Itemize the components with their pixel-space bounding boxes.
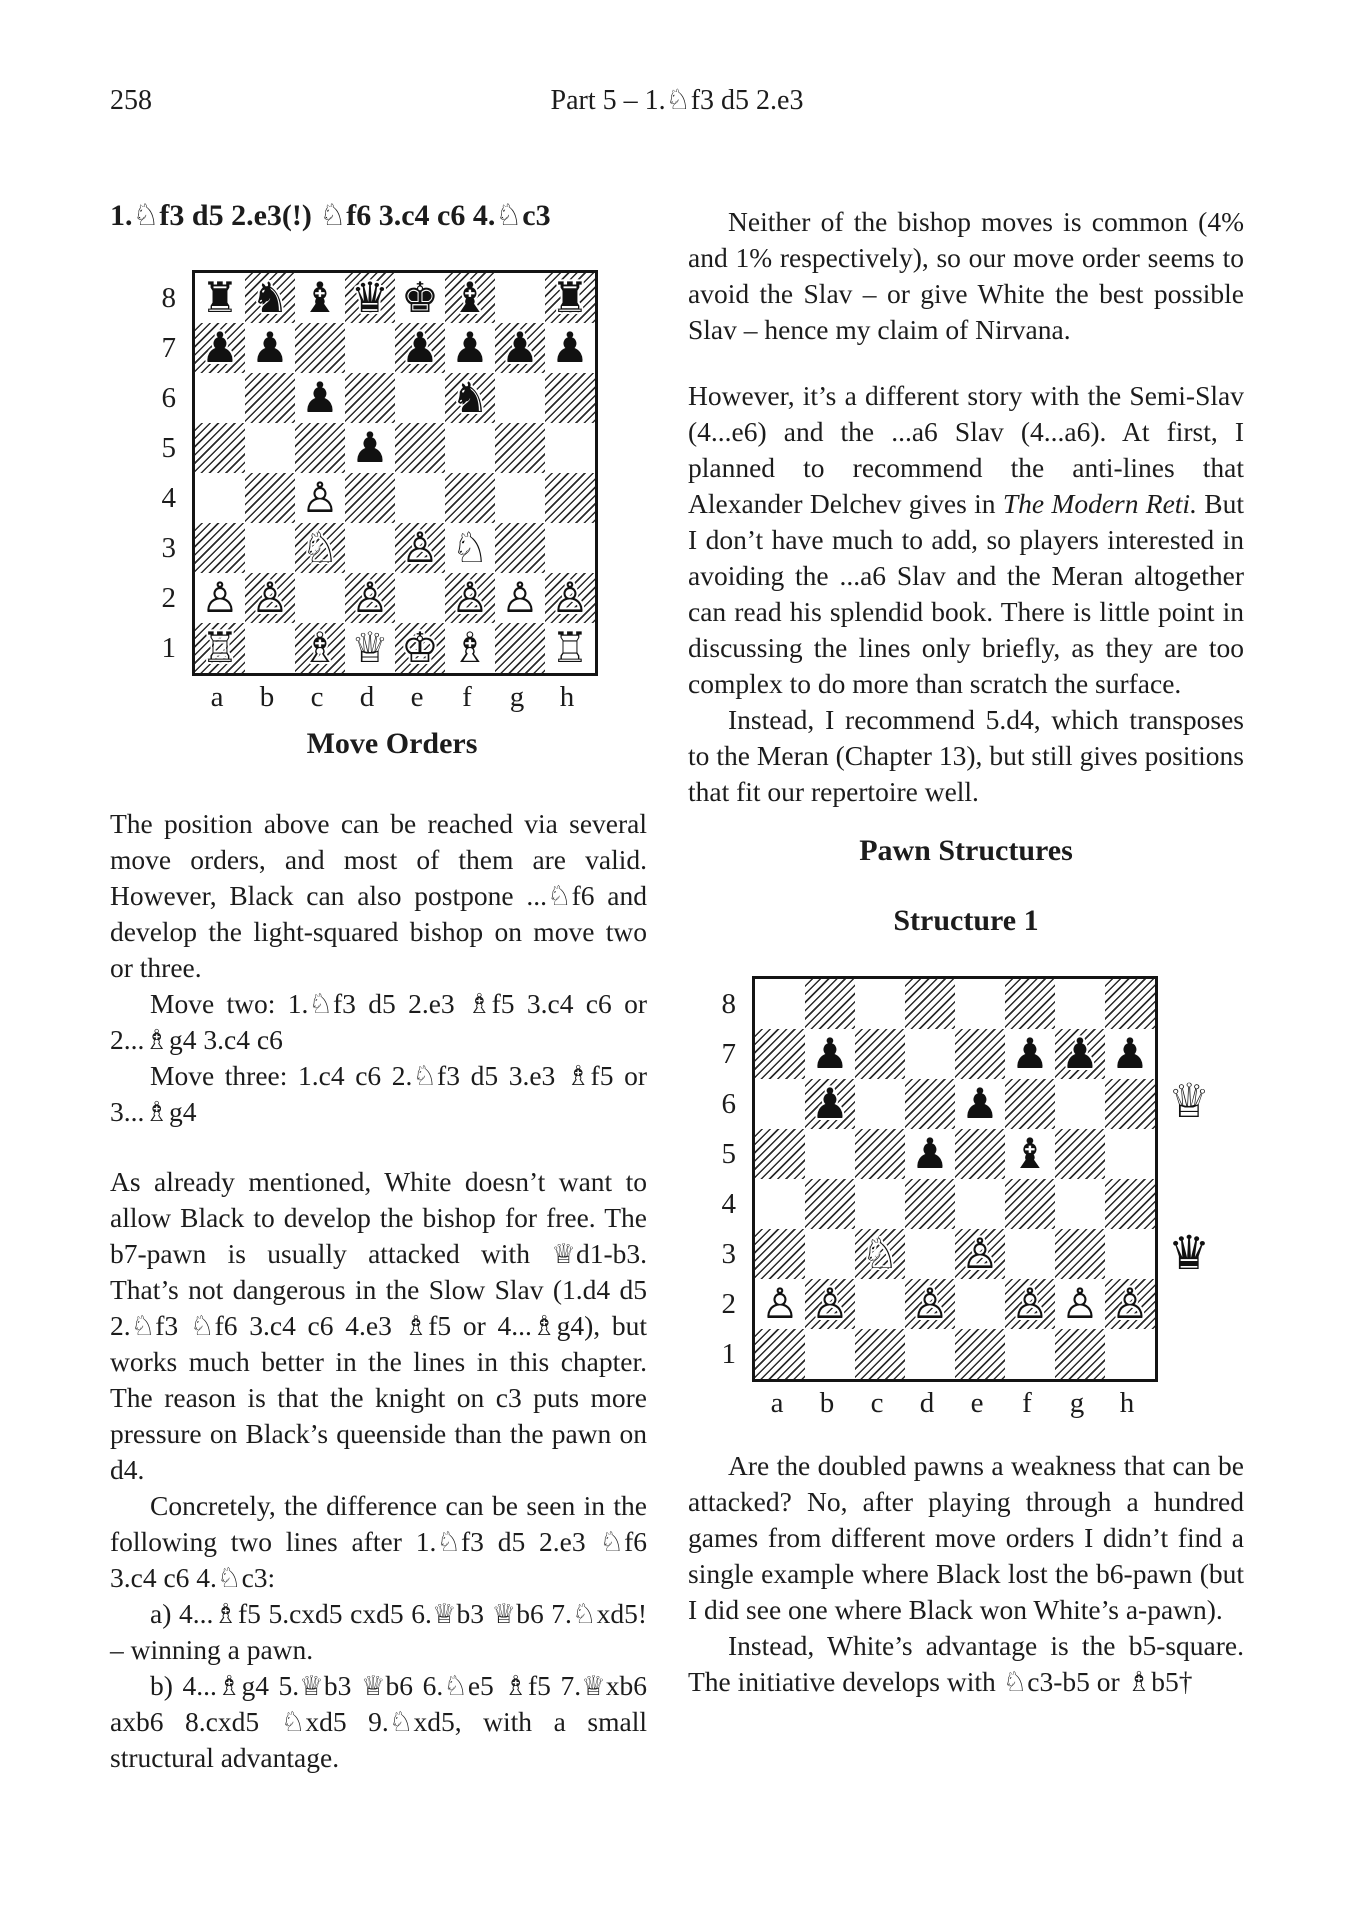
chess-piece: ♙ bbox=[351, 573, 389, 622]
chess-piece: ♙ bbox=[551, 573, 589, 622]
square-c7 bbox=[295, 323, 345, 373]
square-h3 bbox=[1105, 1229, 1155, 1279]
square-a2 bbox=[755, 1279, 805, 1329]
file-label: b bbox=[819, 1387, 835, 1419]
square-f6 bbox=[1005, 1079, 1055, 1129]
square-d6 bbox=[905, 1079, 955, 1129]
square-h5 bbox=[545, 423, 595, 473]
chess-piece: ♙ bbox=[1111, 1279, 1149, 1328]
chess-piece: ♔ bbox=[401, 623, 439, 672]
paragraph: Concretely, the difference can be seen in the following two lines after 1.♘f3 d5 2.e3 ♘f6 3.c4 c6 4.♘c3: bbox=[110, 1490, 647, 1593]
file-label: e bbox=[970, 1387, 984, 1419]
square-c2 bbox=[855, 1279, 905, 1329]
variation-heading: 1.♘f3 d5 2.e3(!) ♘f6 3.c4 c6 4.♘c3 bbox=[110, 199, 551, 232]
square-d8 bbox=[345, 273, 395, 323]
square-b3 bbox=[805, 1229, 855, 1279]
square-d1 bbox=[905, 1329, 955, 1379]
square-g5 bbox=[495, 423, 545, 473]
chess-piece: ♘ bbox=[301, 523, 339, 572]
running-header: Part 5 – 1.♘f3 d5 2.e3 bbox=[550, 85, 804, 116]
square-f8 bbox=[1005, 979, 1055, 1029]
square-f2 bbox=[445, 573, 495, 623]
chess-piece: ♙ bbox=[301, 473, 339, 522]
chess-piece: ♗ bbox=[301, 623, 339, 672]
square-g2 bbox=[1055, 1279, 1105, 1329]
rank-label: 8 bbox=[161, 282, 176, 314]
square-g7 bbox=[495, 323, 545, 373]
square-g2 bbox=[495, 573, 545, 623]
chess-piece: ♙ bbox=[811, 1279, 849, 1328]
square-e4 bbox=[395, 473, 445, 523]
chess-piece: ♟ bbox=[1061, 1029, 1099, 1078]
file-label: c bbox=[310, 681, 324, 713]
diagram-caption: Move Orders bbox=[306, 727, 478, 760]
square-d7 bbox=[345, 323, 395, 373]
square-h8 bbox=[545, 273, 595, 323]
square-d5 bbox=[905, 1129, 955, 1179]
square-d3 bbox=[345, 523, 395, 573]
paragraph: Instead, White’s advantage is the b5-square. The initiative develops with ♘c3-b5 or ♗b5† bbox=[688, 1630, 1244, 1697]
square-a5 bbox=[755, 1129, 805, 1179]
chess-piece: ♟ bbox=[201, 323, 239, 372]
chess-piece: ♙ bbox=[251, 573, 289, 622]
rank-label: 3 bbox=[721, 1238, 736, 1270]
paragraph: Neither of the bishop moves is common (4% and 1% respectively), so our move order seems to avoid the Slav – or give White the best possible Slav – hence my claim of Nirvana. bbox=[688, 206, 1244, 345]
square-e1 bbox=[395, 623, 445, 673]
square-b8 bbox=[805, 979, 855, 1029]
square-h4 bbox=[545, 473, 595, 523]
rank-label: 2 bbox=[161, 582, 176, 614]
square-e8 bbox=[955, 979, 1005, 1029]
square-b5 bbox=[245, 423, 295, 473]
paragraph: As already mentioned, White doesn’t want to allow Black to develop the bishop for free. The b7-pawn is usually attacked with ♕d1-b3. That’s not dangerous in the Slow Slav (1.d4 d5 2.♘f3 ♘f6 3.c4 c6 4.e3 ♗f5 or 4...♗g4), but works much better in the lines in this chapter. The reason is that the knight on c3 puts more pressure on Black’s queenside than the pawn on d4. bbox=[110, 1166, 647, 1485]
file-label: e bbox=[410, 681, 424, 713]
square-b1 bbox=[805, 1329, 855, 1379]
square-a7 bbox=[755, 1029, 805, 1079]
square-e6 bbox=[955, 1079, 1005, 1129]
page-number: 258 bbox=[110, 85, 152, 116]
chess-piece: ♙ bbox=[1061, 1279, 1099, 1328]
paragraph-text: However, it’s a different story with the Semi-Slav (4...e6) and the ...a6 Slav (4...a6). At first, I planned to recommend the anti-lines that Alexander Delchev gives in bbox=[688, 380, 1244, 519]
square-c7 bbox=[855, 1029, 905, 1079]
chess-piece: ♟ bbox=[401, 323, 439, 372]
chess-piece: ♚ bbox=[401, 273, 439, 322]
square-f8 bbox=[445, 273, 495, 323]
square-e5 bbox=[395, 423, 445, 473]
rank-label: 3 bbox=[161, 532, 176, 564]
chess-piece: ♟ bbox=[251, 323, 289, 372]
chess-piece: ♙ bbox=[761, 1279, 799, 1328]
file-label: d bbox=[359, 681, 375, 713]
paragraph: Move three: 1.c4 c6 2.♘f3 d5 3.e3 ♗f5 or 3...♗g4 bbox=[110, 1060, 647, 1127]
square-f1 bbox=[1005, 1329, 1055, 1379]
chess-piece: ♝ bbox=[301, 273, 339, 322]
square-d3 bbox=[905, 1229, 955, 1279]
rank-label: 8 bbox=[721, 988, 736, 1020]
chess-piece: ♕ bbox=[351, 623, 389, 672]
square-e3 bbox=[395, 523, 445, 573]
square-b8 bbox=[245, 273, 295, 323]
chess-piece: ♝ bbox=[1011, 1129, 1049, 1178]
square-a6 bbox=[195, 373, 245, 423]
square-d2 bbox=[345, 573, 395, 623]
square-h6 bbox=[1105, 1079, 1155, 1129]
square-c5 bbox=[295, 423, 345, 473]
chess-piece: ♙ bbox=[1011, 1279, 1049, 1328]
margin-black-queen-icon: ♛ bbox=[1168, 1226, 1211, 1281]
square-g6 bbox=[1055, 1079, 1105, 1129]
square-f5 bbox=[445, 423, 495, 473]
square-b3 bbox=[245, 523, 295, 573]
square-h2 bbox=[1105, 1279, 1155, 1329]
rank-label: 6 bbox=[721, 1088, 736, 1120]
square-c2 bbox=[295, 573, 345, 623]
square-a8 bbox=[195, 273, 245, 323]
square-c3 bbox=[855, 1229, 905, 1279]
square-a2 bbox=[195, 573, 245, 623]
file-label: g bbox=[1069, 1387, 1085, 1419]
square-g4 bbox=[495, 473, 545, 523]
chess-piece: ♘ bbox=[451, 523, 489, 572]
file-label: h bbox=[1119, 1387, 1135, 1419]
square-b4 bbox=[245, 473, 295, 523]
rank-label: 4 bbox=[721, 1188, 736, 1220]
chess-diagram-1 bbox=[148, 270, 647, 714]
square-b7 bbox=[805, 1029, 855, 1079]
square-e7 bbox=[955, 1029, 1005, 1079]
square-a3 bbox=[755, 1229, 805, 1279]
square-c3 bbox=[295, 523, 345, 573]
square-b2 bbox=[805, 1279, 855, 1329]
square-e2 bbox=[955, 1279, 1005, 1329]
square-e5 bbox=[955, 1129, 1005, 1179]
square-b2 bbox=[245, 573, 295, 623]
section-heading: Pawn Structures bbox=[859, 834, 1073, 867]
square-b4 bbox=[805, 1179, 855, 1229]
square-a4 bbox=[755, 1179, 805, 1229]
square-b6 bbox=[805, 1079, 855, 1129]
rank-label: 5 bbox=[161, 432, 176, 464]
square-f3 bbox=[1005, 1229, 1055, 1279]
chess-piece: ♟ bbox=[911, 1129, 949, 1178]
rank-label: 6 bbox=[161, 382, 176, 414]
square-d7 bbox=[905, 1029, 955, 1079]
square-f4 bbox=[445, 473, 495, 523]
paragraph: b) 4...♗g4 5.♕b3 ♕b6 6.♘e5 ♗f5 7.♕xb6 axb6 8.cxd5 ♘xd5 9.♘xd5, with a small structural advantage. bbox=[110, 1670, 647, 1773]
square-c1 bbox=[295, 623, 345, 673]
file-label: f bbox=[462, 681, 472, 713]
square-e6 bbox=[395, 373, 445, 423]
file-label: b bbox=[259, 681, 275, 713]
square-d8 bbox=[905, 979, 955, 1029]
chess-piece: ♟ bbox=[961, 1079, 999, 1128]
square-c6 bbox=[295, 373, 345, 423]
square-h3 bbox=[545, 523, 595, 573]
chess-piece: ♜ bbox=[201, 273, 239, 322]
square-f4 bbox=[1005, 1179, 1055, 1229]
chess-piece: ♟ bbox=[501, 323, 539, 372]
file-label: d bbox=[919, 1387, 935, 1419]
square-h2 bbox=[545, 573, 595, 623]
square-f7 bbox=[1005, 1029, 1055, 1079]
rank-label: 7 bbox=[721, 1038, 736, 1070]
square-g3 bbox=[495, 523, 545, 573]
square-f1 bbox=[445, 623, 495, 673]
square-c8 bbox=[855, 979, 905, 1029]
square-g8 bbox=[495, 273, 545, 323]
square-h8 bbox=[1105, 979, 1155, 1029]
square-g3 bbox=[1055, 1229, 1105, 1279]
square-d4 bbox=[345, 473, 395, 523]
square-h5 bbox=[1105, 1129, 1155, 1179]
subsection-heading: Structure 1 bbox=[893, 904, 1039, 937]
file-label: f bbox=[1022, 1387, 1032, 1419]
square-c4 bbox=[295, 473, 345, 523]
file-labels bbox=[752, 1386, 1158, 1420]
chess-piece: ♟ bbox=[811, 1029, 849, 1078]
chess-piece: ♟ bbox=[1011, 1029, 1049, 1078]
rank-label: 5 bbox=[721, 1138, 736, 1170]
chess-piece: ♟ bbox=[551, 323, 589, 372]
file-labels bbox=[192, 680, 598, 714]
square-g8 bbox=[1055, 979, 1105, 1029]
square-g1 bbox=[1055, 1329, 1105, 1379]
chess-piece: ♙ bbox=[911, 1279, 949, 1328]
chess-piece: ♙ bbox=[961, 1229, 999, 1278]
paragraph-text: But I don’t have much to add, so players interested in avoiding the ...a6 Slav and the Meran altogether can read his splendid book. There is little point in discussing the lines only briefly, as they are too complex to do more than scratch the surface. bbox=[688, 488, 1244, 699]
square-e4 bbox=[955, 1179, 1005, 1229]
chess-piece: ♜ bbox=[551, 273, 589, 322]
square-d2 bbox=[905, 1279, 955, 1329]
square-e3 bbox=[955, 1229, 1005, 1279]
square-c4 bbox=[855, 1179, 905, 1229]
square-g6 bbox=[495, 373, 545, 423]
square-e1 bbox=[955, 1329, 1005, 1379]
chess-piece: ♟ bbox=[811, 1079, 849, 1128]
square-h7 bbox=[1105, 1029, 1155, 1079]
square-a3 bbox=[195, 523, 245, 573]
chess-piece: ♙ bbox=[201, 573, 239, 622]
square-a1 bbox=[755, 1329, 805, 1379]
square-c6 bbox=[855, 1079, 905, 1129]
square-a4 bbox=[195, 473, 245, 523]
square-f6 bbox=[445, 373, 495, 423]
file-label: a bbox=[770, 1387, 784, 1419]
square-g7 bbox=[1055, 1029, 1105, 1079]
paragraph: Instead, I recommend 5.d4, which transposes to the Meran (Chapter 13), but still gives positions that fit our repertoire well. bbox=[688, 704, 1244, 807]
square-a8 bbox=[755, 979, 805, 1029]
square-h1 bbox=[545, 623, 595, 673]
chess-piece: ♖ bbox=[201, 623, 239, 672]
square-a5 bbox=[195, 423, 245, 473]
chess-piece: ♙ bbox=[401, 523, 439, 572]
file-label: h bbox=[559, 681, 575, 713]
margin-white-queen-icon: ♕ bbox=[1168, 1074, 1211, 1129]
chess-piece: ♖ bbox=[551, 623, 589, 672]
chess-piece: ♗ bbox=[451, 623, 489, 672]
square-b7 bbox=[245, 323, 295, 373]
square-a1 bbox=[195, 623, 245, 673]
square-h7 bbox=[545, 323, 595, 373]
rank-label: 7 bbox=[161, 332, 176, 364]
file-label: c bbox=[870, 1387, 884, 1419]
chess-piece: ♘ bbox=[861, 1229, 899, 1278]
square-d4 bbox=[905, 1179, 955, 1229]
square-g5 bbox=[1055, 1129, 1105, 1179]
square-e2 bbox=[395, 573, 445, 623]
square-c8 bbox=[295, 273, 345, 323]
right-column bbox=[688, 196, 1244, 1700]
rank-label: 1 bbox=[721, 1338, 736, 1370]
chess-piece: ♟ bbox=[451, 323, 489, 372]
paragraph: The position above can be reached via several move orders, and most of them are valid. However, Black can also postpone ...♘f6 and develop the light-squared bishop on move two or three. bbox=[110, 808, 647, 983]
square-c5 bbox=[855, 1129, 905, 1179]
paragraph: Move two: 1.♘f3 d5 2.e3 ♗f5 3.c4 c6 or 2...♗g4 3.c4 c6 bbox=[110, 988, 647, 1055]
file-label: g bbox=[509, 681, 525, 713]
square-c1 bbox=[855, 1329, 905, 1379]
square-b5 bbox=[805, 1129, 855, 1179]
paragraph: Are the doubled pawns a weakness that can be attacked? No, after playing through a hundred games from different move orders I didn’t find a single example where Black lost the b6-pawn (but I did see one where Black won White’s a-pawn). bbox=[688, 1450, 1244, 1625]
square-d6 bbox=[345, 373, 395, 423]
left-column bbox=[110, 196, 647, 1776]
chess-piece: ♞ bbox=[451, 373, 489, 422]
square-b1 bbox=[245, 623, 295, 673]
square-e7 bbox=[395, 323, 445, 373]
square-a7 bbox=[195, 323, 245, 373]
chess-piece: ♛ bbox=[351, 273, 389, 322]
chess-piece: ♞ bbox=[251, 273, 289, 322]
square-h6 bbox=[545, 373, 595, 423]
rank-labels bbox=[148, 270, 192, 676]
chess-piece: ♟ bbox=[1111, 1029, 1149, 1078]
paragraph: a) 4...♗f5 5.cxd5 cxd5 6.♕b3 ♕b6 7.♘xd5! – winning a pawn. bbox=[110, 1598, 647, 1665]
chess-piece: ♟ bbox=[351, 423, 389, 472]
chess-board-1 bbox=[192, 270, 598, 676]
square-f7 bbox=[445, 323, 495, 373]
file-label: a bbox=[210, 681, 224, 713]
square-e8 bbox=[395, 273, 445, 323]
square-f3 bbox=[445, 523, 495, 573]
rank-label: 1 bbox=[161, 632, 176, 664]
paragraph bbox=[688, 378, 1244, 702]
book-title-italic: The Modern Reti. bbox=[1002, 488, 1197, 519]
square-f5 bbox=[1005, 1129, 1055, 1179]
chess-piece: ♙ bbox=[451, 573, 489, 622]
square-h4 bbox=[1105, 1179, 1155, 1229]
rank-labels bbox=[708, 976, 752, 1382]
chess-diagram-2 bbox=[708, 976, 1244, 1420]
chess-piece: ♝ bbox=[451, 273, 489, 322]
square-d5 bbox=[345, 423, 395, 473]
chess-piece: ♙ bbox=[501, 573, 539, 622]
rank-label: 4 bbox=[161, 482, 176, 514]
rank-label: 2 bbox=[721, 1288, 736, 1320]
chess-piece: ♟ bbox=[301, 373, 339, 422]
square-a6 bbox=[755, 1079, 805, 1129]
square-d1 bbox=[345, 623, 395, 673]
chess-board-2 bbox=[752, 976, 1158, 1382]
square-h1 bbox=[1105, 1329, 1155, 1379]
square-b6 bbox=[245, 373, 295, 423]
square-g4 bbox=[1055, 1179, 1105, 1229]
square-f2 bbox=[1005, 1279, 1055, 1329]
square-g1 bbox=[495, 623, 545, 673]
